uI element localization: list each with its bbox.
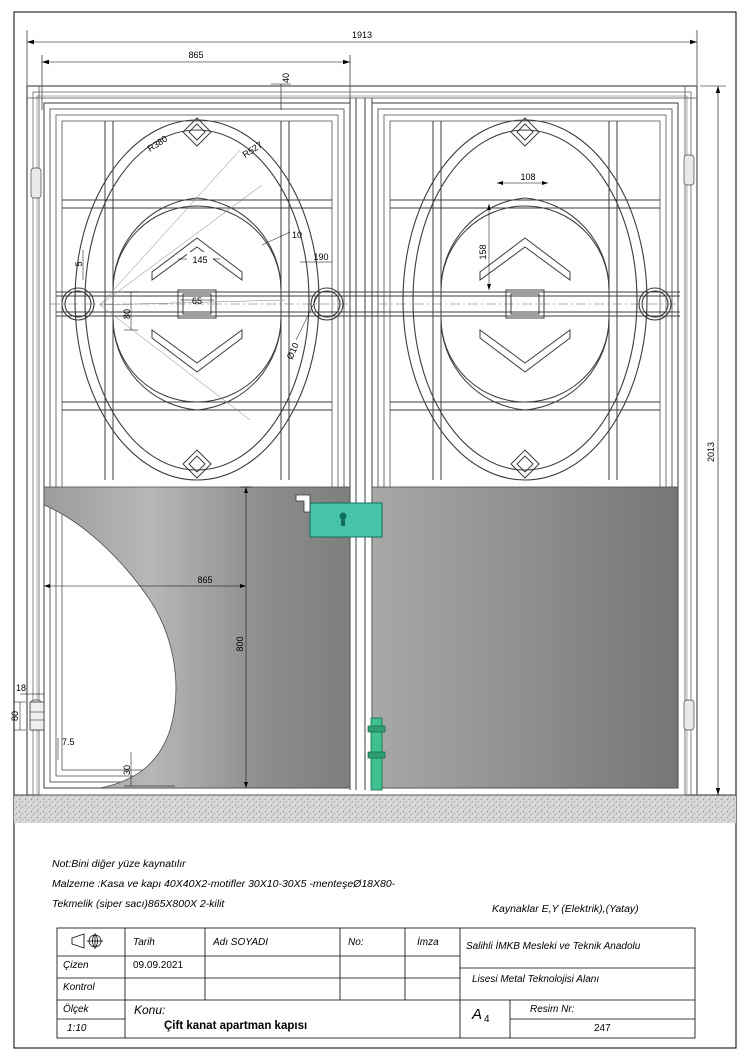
left-kickplate <box>44 487 350 788</box>
hinge-detail <box>30 702 44 730</box>
tb-row-olcek: Ölçek <box>63 1004 89 1015</box>
svg-text:65: 65 <box>191 296 203 306</box>
svg-text:158: 158 <box>478 244 488 260</box>
tb-row-cizen: Çizen <box>63 960 89 971</box>
svg-text:108: 108 <box>520 172 536 182</box>
svg-text:Ø10: Ø10 <box>284 341 301 361</box>
svg-text:40: 40 <box>281 72 291 84</box>
svg-text:30: 30 <box>122 764 132 776</box>
svg-text:5: 5 <box>74 261 84 267</box>
svg-text:18: 18 <box>16 683 27 693</box>
svg-text:2013: 2013 <box>706 441 716 463</box>
tb-school-line2: Lisesi Metal Teknolojisi Alanı <box>472 974 600 985</box>
tb-col-tarih: Tarih <box>133 937 155 948</box>
tb-row-kontrol: Kontrol <box>63 982 95 993</box>
tb-date: 09.09.2021 <box>133 960 184 971</box>
tb-scale: 1:10 <box>67 1023 87 1034</box>
tb-paper-size-sub: 4 <box>484 1014 490 1025</box>
svg-text:865: 865 <box>188 50 204 60</box>
svg-text:R527: R527 <box>240 139 265 160</box>
svg-text:10: 10 <box>292 230 303 240</box>
svg-text:865: 865 <box>197 575 213 585</box>
svg-text:7.5: 7.5 <box>62 737 75 747</box>
tb-paper-size: A <box>472 1006 483 1023</box>
tb-konu-label: Konu: <box>134 1003 166 1017</box>
svg-text:R380: R380 <box>145 133 170 154</box>
svg-text:145: 145 <box>192 255 208 265</box>
tb-konu-value: Çift kanat apartman kapısı <box>164 1020 308 1032</box>
svg-text:1913: 1913 <box>351 30 373 40</box>
right-kickplate <box>372 487 678 788</box>
svg-text:800: 800 <box>235 636 245 652</box>
svg-text:190: 190 <box>313 252 329 262</box>
tb-col-adsoyad: Adı SOYADI <box>213 937 269 948</box>
note-line-1: Not:Bini diğer yüze kaynatılır <box>52 858 186 870</box>
note-line-2: Malzeme :Kasa ve kapı 40X40X2-motifler 30X10-30X5 -menteşeØ18X80- <box>52 878 396 890</box>
note-line-4: Kaynaklar E,Y (Elektrik),(Yatay) <box>492 903 639 915</box>
note-line-3: Tekmelik (siper sacı)865X800X 2-kilit <box>52 898 225 910</box>
svg-text:80: 80 <box>122 308 132 320</box>
tb-school-line1: Salihli İMKB Mesleki ve Teknik Anadolu <box>466 941 641 952</box>
tb-col-no: No: <box>348 937 364 948</box>
tb-resim-nr-label: Resim Nr: <box>530 1004 575 1015</box>
tb-resim-nr-value: 247 <box>594 1023 611 1034</box>
svg-text:80: 80 <box>10 710 20 722</box>
tb-col-imza: İmza <box>417 937 439 948</box>
